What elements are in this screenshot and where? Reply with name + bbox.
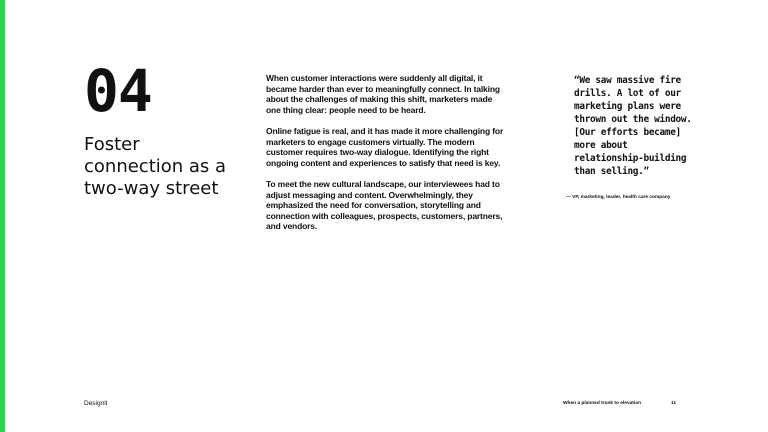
body-text [266,73,506,243]
footer-document-title: When a planned trunk to elevation [563,401,642,406]
footer-brand: Designit [84,400,108,407]
section-title: Foster connection as a two-way street [84,134,227,199]
body-paragraph-3: To meet the new cultural landscape, our interviewees had to adjust messaging and content. Overwhelmingly, they emphasized the need for conversation, storytelling and connection with colleagues, prospects, customers, partners, and vendors. [266,178,503,232]
section-number: 04 [84,57,152,125]
pull-quote: “We saw massive fire drills. A lot of our marketing plans were thrown out the window. [Our efforts became] more about relationship-building than selling.” [574,75,692,177]
accent-bar [0,0,5,432]
body-paragraph-1: When customer interactions were suddenly all digital, it became harder than ever to meaningfully connect. In talking about the challenges of making this shift, marketers made one thing clear: people need to be heard. [266,73,500,115]
body-paragraph-2: Online fatigue is real, and it has made it more challenging for marketers to engage customers virtually. The modern customer requires two-way dialogue. Identifying the right ongoing content and experiences to satisfy that need is key. [266,125,504,168]
page-number: 11 [671,401,677,406]
quote-attribution: — VP, marketing, leader, health care company [566,195,671,200]
